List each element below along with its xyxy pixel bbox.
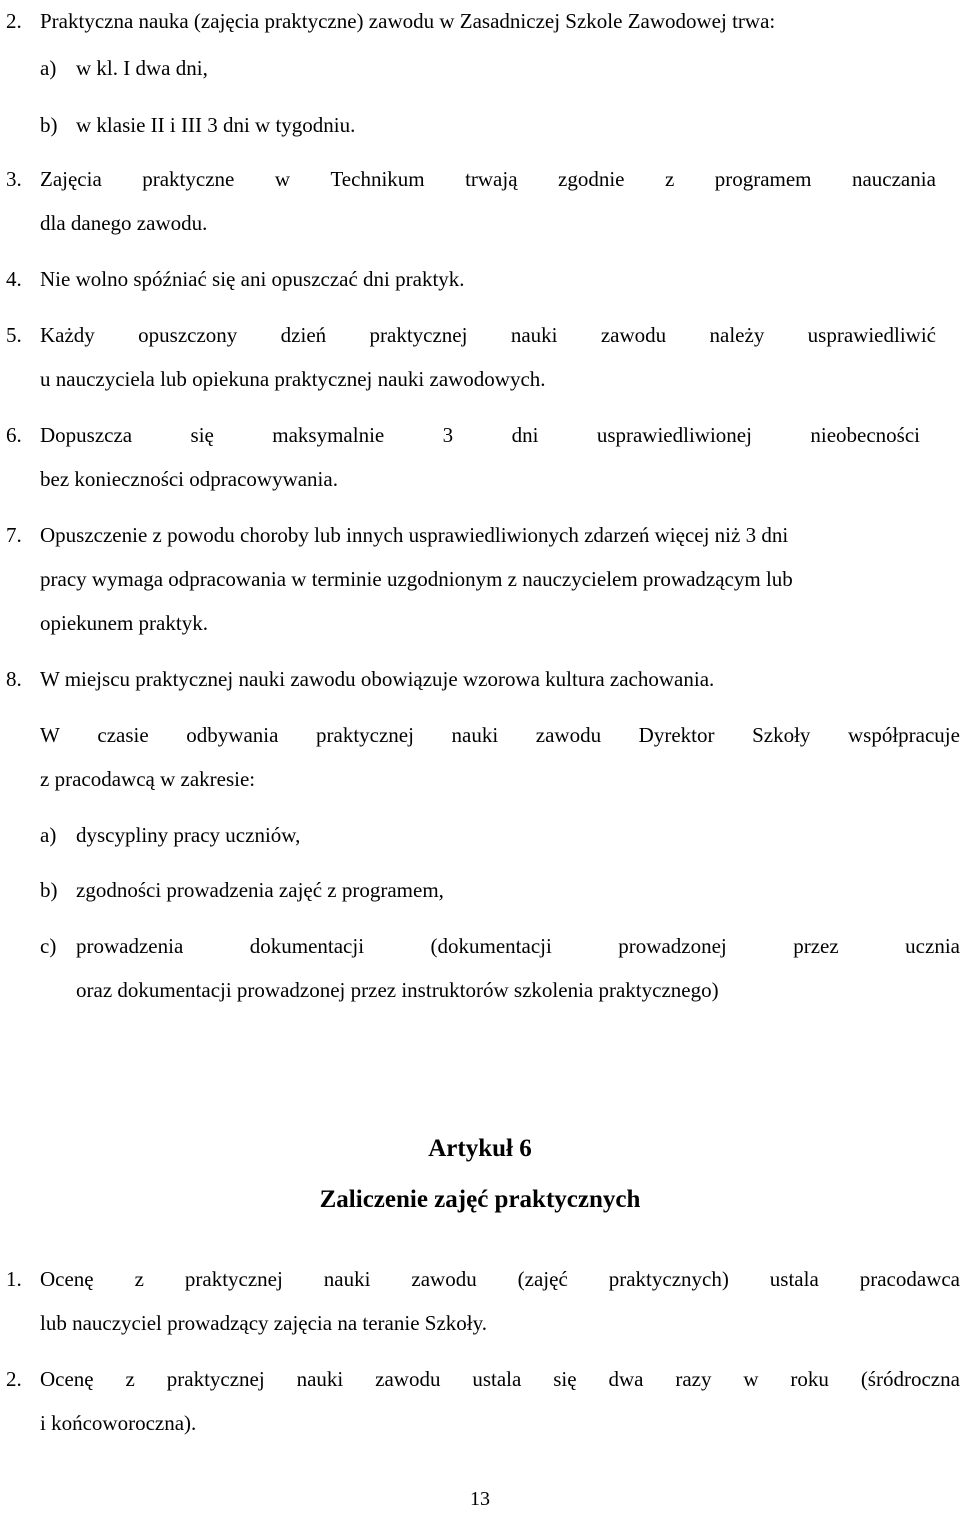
word: razy [675,1367,712,1391]
word: z [134,1267,144,1291]
word: usprawiedliwić [807,323,936,347]
word: się [190,423,214,447]
justified-line [40,166,936,192]
word: Szkoły [752,723,811,747]
word: nauki [510,323,558,347]
word: w [274,167,290,191]
word: nauki [296,1367,344,1391]
word: zawodu [600,323,667,347]
word: prowadzonej [618,934,727,958]
word: maksymalnie [272,423,385,447]
item-number: 5. [6,323,22,347]
article-title: Artykuł 6 [428,1135,532,1162]
word: dokumentacji [249,934,365,958]
article-subtitle: Zaliczenie zajęć praktycznych [319,1186,641,1213]
item-number: 7. [6,523,22,547]
item-number: 8. [6,667,22,691]
sub-letter: a) [40,823,57,847]
word: roku [790,1367,829,1391]
word: ustala [769,1267,819,1291]
item-number: 2. [6,1367,22,1391]
justified-line [40,1366,960,1392]
word: z [664,167,675,191]
sub-text: w kl. I dwa dni, [76,56,208,80]
item-text: Praktyczna nauka (zajęcia praktyczne) zawodu w Zasadniczej Szkole Zawodowej trwa: [40,9,776,33]
sub-letter: c) [40,934,57,958]
word: dzień [280,323,327,347]
word: praktyczne [142,167,235,191]
item-text: Nie wolno spóźniać się ani opuszczać dni praktyk. [40,267,465,291]
word: 3 [442,423,454,447]
item-text-continued: lub nauczyciel prowadzący zajęcia na teranie Szkoły. [40,1311,487,1335]
word: przez [793,934,839,958]
justified-line [76,933,960,959]
item-text-continued: dla danego zawodu. [40,211,208,235]
word: nauki [323,1267,371,1291]
word: praktycznych) [608,1267,729,1291]
word: z [125,1367,135,1391]
justified-line [40,422,920,448]
word: Każdy [40,323,95,347]
item-number: 3. [6,167,22,191]
item-number: 2. [6,9,22,33]
word: programem [714,167,812,191]
word: współpracuje [847,723,960,747]
word: zawodu [535,723,602,747]
word: dwa [608,1367,644,1391]
word: nieobecności [810,423,920,447]
word: się [553,1367,577,1391]
sub-text-continued: oraz dokumentacji prowadzonej przez instruktorów szkolenia praktycznego) [76,978,719,1002]
word: należy [709,323,765,347]
word: zawodu [375,1367,441,1391]
sub-letter: b) [40,878,58,902]
justified-line [40,322,936,348]
item-text-continued: u nauczyciela lub opiekuna praktycznej nauki zawodowych. [40,367,546,391]
word: Dopuszcza [40,423,133,447]
word: Dyrektor [638,723,715,747]
page-number: 13 [470,1488,490,1510]
word: opuszczony [138,323,238,347]
word: nauki [451,723,499,747]
word: prowadzenia [76,934,184,958]
word: usprawiedliwionej [596,423,752,447]
word: praktycznej [369,323,468,347]
word: ucznia [905,934,960,958]
word: (zajęć [517,1267,568,1291]
item-number: 1. [6,1267,22,1291]
word: Technikum [330,167,425,191]
item-number: 4. [6,267,22,291]
word: zawodu [411,1267,477,1291]
word: W [40,723,60,747]
sub-letter: b) [40,113,58,137]
word: w [743,1367,759,1391]
item-text: Opuszczenie z powodu choroby lub innych usprawiedliwionych zdarzeń więcej niż 3 dni [40,523,789,547]
word: (dokumentacji [430,934,552,958]
word: zgodnie [558,167,625,191]
word: praktycznej [316,723,414,747]
justified-line [40,722,960,748]
word: praktycznej [166,1367,265,1391]
word: odbywania [186,723,279,747]
item-text-continued: bez konieczności odpracowywania. [40,467,338,491]
item-text-continued: i końcoworoczna). [40,1411,197,1435]
word: ustala [472,1367,522,1391]
word: dni [511,423,539,447]
paragraph-text-continued: z pracodawcą w zakresie: [40,767,256,791]
word: pracodawca [859,1267,960,1291]
word: Ocenę [40,1267,94,1291]
item-text-continued: opiekunem praktyk. [40,611,208,635]
justified-line [40,1266,960,1292]
sub-text: dyscypliny pracy uczniów, [76,823,301,847]
word: Zajęcia [40,167,102,191]
item-text-continued: pracy wymaga odpracowania w terminie uzgodnionym z nauczycielem prowadzącym lub [40,567,793,591]
word: (śródroczna [860,1367,960,1391]
item-text: W miejscu praktycznej nauki zawodu obowiązuje wzorowa kultura zachowania. [40,667,715,691]
word: czasie [97,723,149,747]
sub-text: zgodności prowadzenia zajęć z programem, [76,878,444,902]
word: praktycznej [184,1267,283,1291]
sub-letter: a) [40,56,57,80]
sub-text: w klasie II i III 3 dni w tygodniu. [76,113,356,137]
word: Ocenę [40,1367,94,1391]
item-number: 6. [6,423,22,447]
word: trwają [465,167,518,191]
word: nauczania [851,167,936,191]
